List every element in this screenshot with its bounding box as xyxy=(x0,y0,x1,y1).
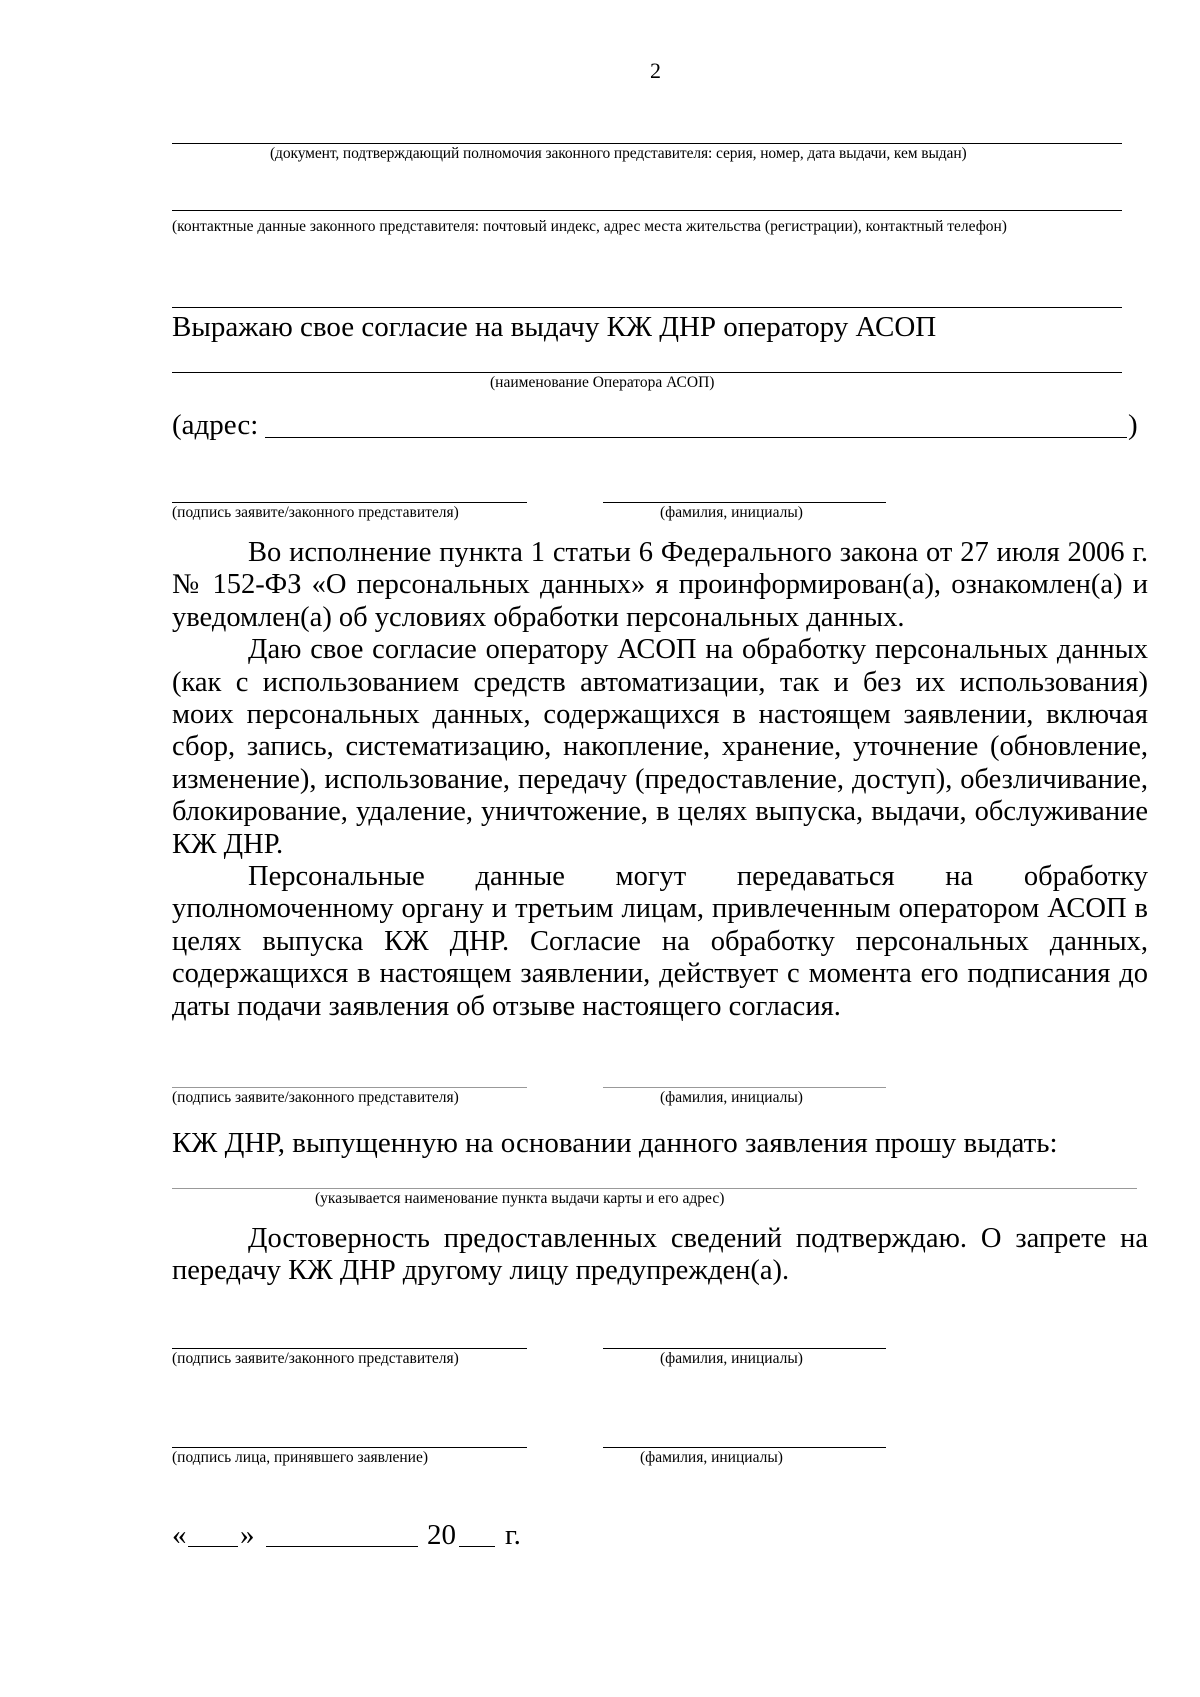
date-year-suffix: г. xyxy=(505,1519,521,1551)
receiver-signature-caption: (подпись лица, принявшего заявление) xyxy=(172,1449,428,1466)
paragraph-notice: Во исполнение пункта 1 статьи 6 Федерального закона от 27 июля 2006 г. № 152-ФЗ «О персональных данных» я проинформирован(а), ознакомлен(а) и уведомлен(а) об условиях обработки персональных данных. xyxy=(172,537,1148,633)
date-open-quote: « xyxy=(172,1519,187,1551)
address-field-line[interactable] xyxy=(265,437,1127,438)
issue-point-line[interactable] xyxy=(172,1188,1137,1189)
date-day-line[interactable] xyxy=(188,1546,238,1547)
surname-caption-2: (фамилия, инициалы) xyxy=(660,1089,803,1106)
issue-point-caption: (указывается наименование пункта выдачи карты и его адрес) xyxy=(315,1190,725,1207)
receiver-signature-line[interactable] xyxy=(172,1447,527,1448)
document-field-line[interactable] xyxy=(172,143,1122,144)
contacts-caption: (контактные данные законного представителя: почтовый индекс, адрес места жительства (регистрации), контактный телефон) xyxy=(172,218,1007,235)
surname-caption-1: (фамилия, инициалы) xyxy=(660,504,803,521)
page-number: 2 xyxy=(650,58,661,83)
signature-line-2[interactable] xyxy=(172,1087,527,1088)
address-label: (адрес: xyxy=(172,409,259,441)
date-close-quote: » xyxy=(240,1519,255,1551)
date-year-prefix: 20 xyxy=(427,1519,456,1551)
declaration-text xyxy=(172,1223,1148,1288)
paragraph-consent: Даю свое согласие оператору АСОП на обработку персональных данных (как с использованием средств автоматизации, так и без их использования) моих персональных данных, содержащихся в настоящем заявлении, включая сбор, запись, систематизацию, накопление, хранение, уточнение (обновление, изменение), использование, передачу (предоставление, доступ), обезличивание, блокирование, удаление, уничтожение, в целях выпуска, выдачи, обслуживание КЖ ДНР. xyxy=(172,634,1148,860)
document-caption: (документ, подтверждающий полномочия законного представителя: серия, номер, дата выдачи, кем выдан) xyxy=(270,145,967,162)
signature-line-3[interactable] xyxy=(172,1348,527,1349)
consent-title: Выражаю свое согласие на выдачу КЖ ДНР оператору АСОП xyxy=(172,311,937,343)
signature-line-1[interactable] xyxy=(172,502,527,503)
address-close: ) xyxy=(1128,409,1138,441)
paragraph-declaration: Достоверность предоставленных сведений подтверждаю. О запрете на передачу КЖ ДНР другому лицу предупрежден(а). xyxy=(172,1223,1148,1287)
operator-name-caption: (наименование Оператора АСОП) xyxy=(490,374,715,391)
operator-name-line[interactable] xyxy=(172,372,1122,373)
contacts-continuation-line[interactable] xyxy=(172,307,1122,308)
paragraph-transfer: Персональные данные могут передаваться на обработку уполномоченному органу и третьим лицам, привлеченным оператором АСОП в целях выпуска КЖ ДНР. Согласие на обработку персональных данных, содержащихся в настоящем заявлении, действует с момента его подписания до даты подачи заявления об отзыве настоящего согласия. xyxy=(172,861,1148,1022)
signature-caption-2: (подпись заявите/законного представителя) xyxy=(172,1089,459,1106)
surname-caption-3: (фамилия, инициалы) xyxy=(660,1350,803,1367)
signature-caption-3: (подпись заявите/законного представителя) xyxy=(172,1350,459,1367)
consent-text xyxy=(172,537,1148,1023)
receiver-surname-line[interactable] xyxy=(603,1447,886,1448)
contacts-field-line[interactable] xyxy=(172,210,1122,211)
surname-line-3[interactable] xyxy=(603,1348,886,1349)
date-month-line[interactable] xyxy=(266,1546,418,1547)
signature-caption-1: (подпись заявите/законного представителя) xyxy=(172,504,459,521)
date-year-line[interactable] xyxy=(459,1546,495,1547)
issue-request: КЖ ДНР, выпущенную на основании данного заявления прошу выдать: xyxy=(172,1127,1058,1159)
receiver-surname-caption: (фамилия, инициалы) xyxy=(640,1449,783,1466)
surname-line-1[interactable] xyxy=(603,502,886,503)
surname-line-2[interactable] xyxy=(603,1087,886,1088)
